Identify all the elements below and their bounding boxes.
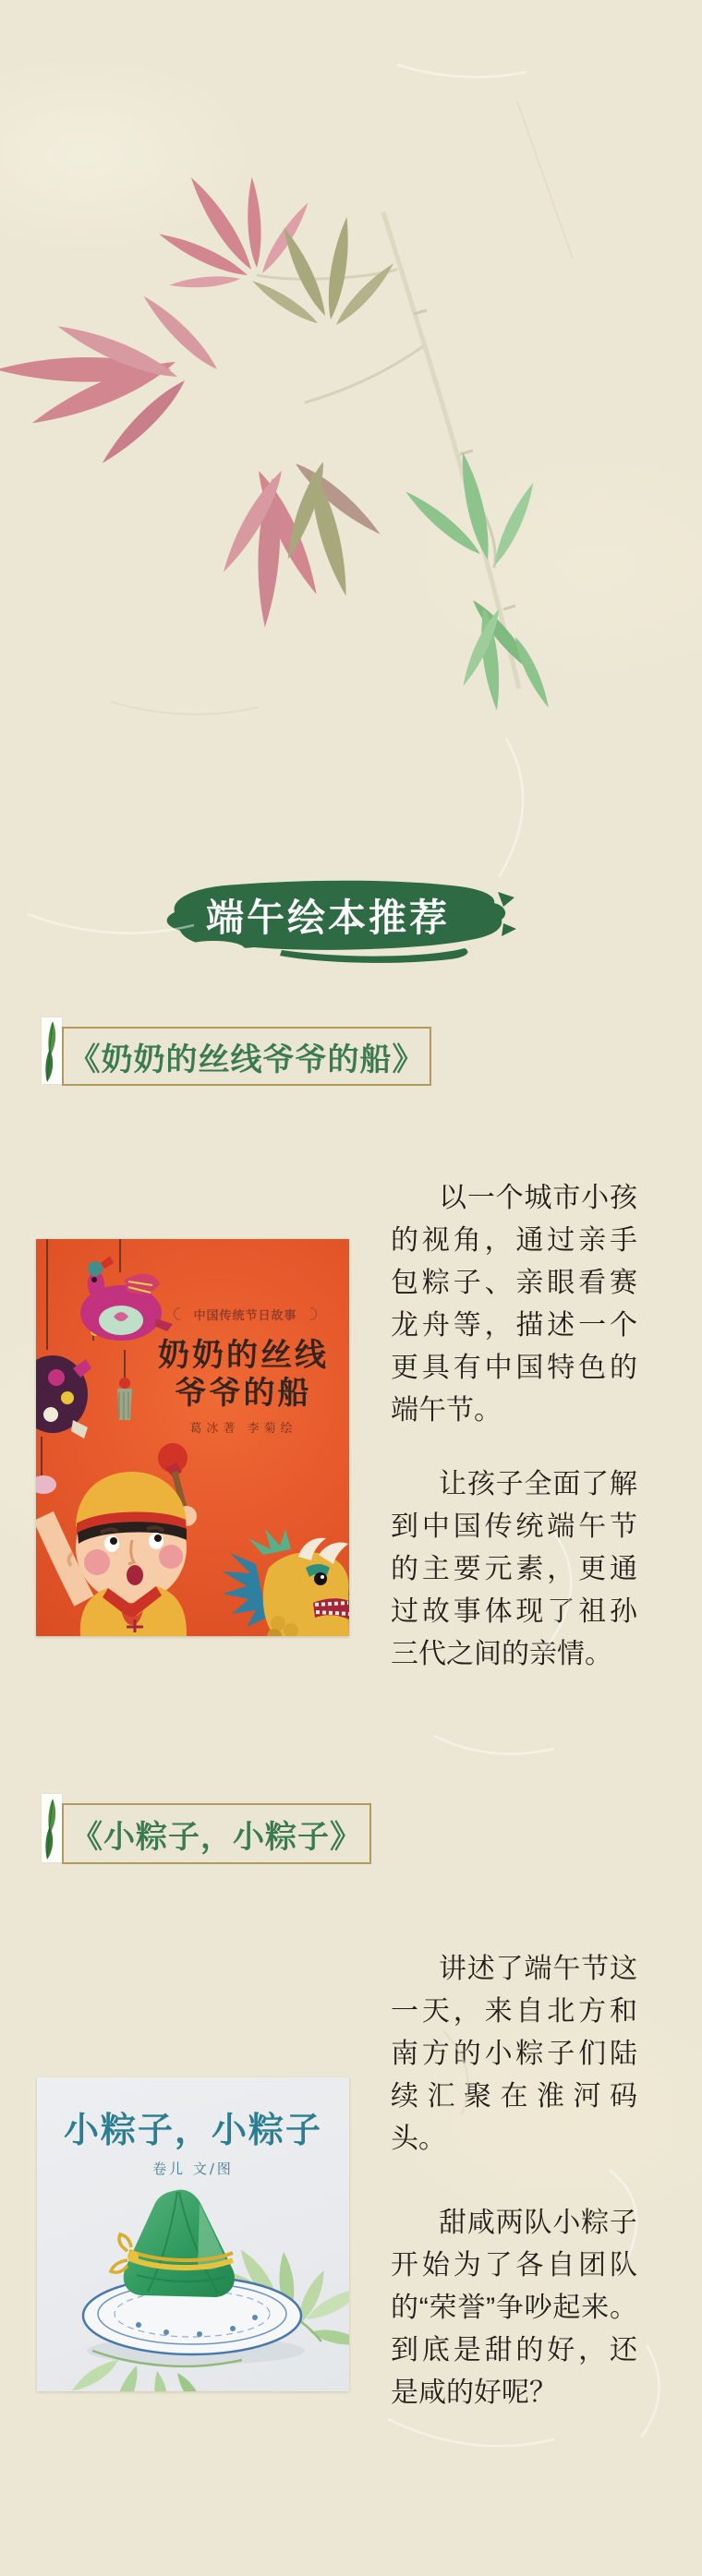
book1-title-text: 《奶奶的丝线爷爷的船》 (68, 1041, 425, 1077)
book1-cover-author: 葛冰著 李菊绘 (189, 1421, 297, 1435)
book2-cover-author: 卷儿 文/图 (152, 2161, 234, 2177)
paragraph: 讲述了端午节这一天，来自北方和南方的小粽子们陆续汇聚在淮河码头。 (391, 1954, 637, 2154)
book1-cover-title-line1: 奶奶的丝线 (158, 1339, 329, 1373)
book2-cover-title: 小粽子，小粽子 (63, 2109, 322, 2150)
banner-title: 端午绘本推荐 (206, 897, 450, 939)
book2-title-text: 《小粽子，小粽子》 (71, 1819, 362, 1855)
paragraph: 以一个城市小孩的视角，通过亲手包粽子、亲眼看赛龙舟等，描述一个更具有中国特色的端午节。 (391, 1183, 637, 1426)
series-badge-text: 中国传统节日故事 (193, 1307, 297, 1322)
paragraph: 让孩子全面了解到中国传统端午节的主要元素，更通过故事体现了祖孙三代之间的亲情。 (391, 1469, 637, 1669)
paragraph: 甜咸两队小粽子开始为了各自团队的“荣誉”争吵起来。到底是甜的好，还是咸的好呢？ (391, 2208, 637, 2408)
book1-cover-title-line2: 爷爷的船 (175, 1377, 312, 1411)
